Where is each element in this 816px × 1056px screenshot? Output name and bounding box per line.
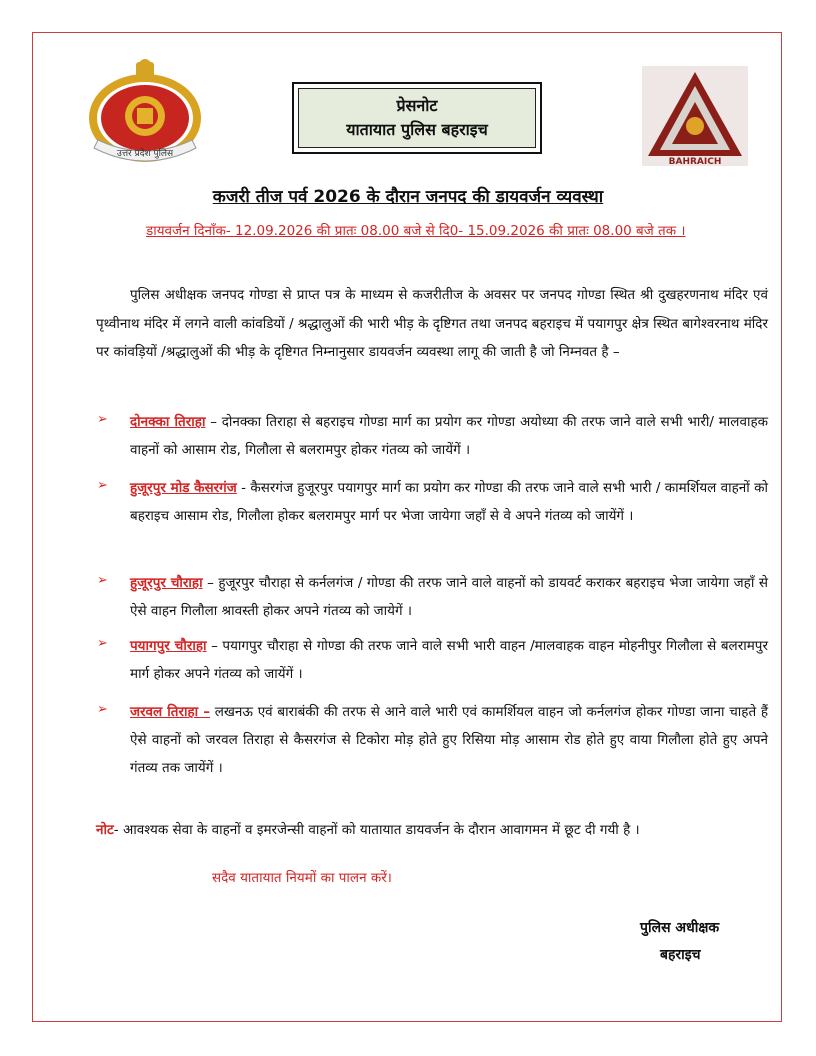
item-location: हुजूरपुर चौराहा bbox=[130, 575, 203, 591]
item-text: – हुजूरपुर चौराहा से कर्नलगंज / गोण्डा की तरफ जाने वाले वाहनों को डायवर्ट कराकर बहराइच भेजा जायेगा जहाँ से ऐसे वाहन गिलौला श्रावस्ती होकर अपने गंतव्य को जायेगें । bbox=[130, 575, 768, 619]
bullet-arrow-icon: ➢ bbox=[97, 412, 108, 427]
item-location: जरवल तिराहा – bbox=[130, 704, 211, 720]
up-police-emblem-icon bbox=[80, 56, 210, 166]
item-text: - कैसरगंज हुजूरपुर पयागपुर मार्ग का प्रयोग कर गोण्डा की तरफ जाने वाले सभी भारी / कामर्शियल वाहनों को बहराइच आसाम रोड, गिलौला होकर बलरामपुर मार्ग पर भेजा जायेगा जहाँ से वे अपने गंतव्य को जायेंगें । bbox=[130, 480, 768, 524]
intro-paragraph: पुलिस अधीक्षक जनपद गोण्डा से प्राप्त पत्र के माध्यम से कजरीतीज के अवसर पर जनपद गोण्डा स्थित श्री दुखहरणनाथ मंदिर एवं पृथ्वीनाथ मंदिर में लगने वाली कांवडियों / श्रद्धालुओं की भारी भीड़ के दृष्टिगत तथा जनपद बहराइच में पयागपुर क्षेत्र स्थित बागेश्वरनाथ मंदिर पर कांवड़ियों /श्रद्धालुओं की भीड़ के दृष्टिगत निम्नानुसार डायवर्जन व्यवस्था लागू की जाती है जो निम्नवत है – bbox=[96, 287, 768, 360]
note bbox=[96, 818, 768, 842]
list-item bbox=[130, 569, 768, 625]
bullet-arrow-icon: ➢ bbox=[97, 702, 108, 717]
item-location: दोनक्का तिराहा bbox=[130, 414, 206, 430]
traffic-police-logo-icon bbox=[642, 66, 748, 166]
bullet-arrow-icon: ➢ bbox=[97, 573, 108, 588]
svg-text:उत्तर प्रदेश पुलिस: उत्तर प्रदेश पुलिस bbox=[116, 149, 174, 159]
list-item bbox=[130, 408, 768, 464]
item-location: हुजूरपुर मोड कैसरगंज bbox=[130, 480, 237, 496]
signature-block bbox=[640, 915, 800, 969]
list-item bbox=[130, 474, 768, 530]
item-text: लखनऊ एवं बाराबंकी की तरफ से आने वाले भारी एवं कामर्शियल वाहन जो कर्नलगंज होकर गोण्डा जाना चाहते हैं ऐसे वाहनों को जरवल तिराहा से कैसरगंज से टिकोरा मोड़ होते हुए रिसिया मोड़ आसाम रोड होते हुए वाया गिलौला होते हुए अपने गंतव्य तक जायेंगें । bbox=[130, 704, 768, 776]
signature-place: बहराइच bbox=[660, 947, 701, 963]
item-location: पयागपुर चौराहा bbox=[130, 638, 207, 654]
document-heading: कजरी तीज पर्व 2026 के दौरान जनपद की डायवर्जन व्यवस्था bbox=[212, 187, 604, 207]
list-item bbox=[130, 698, 768, 782]
note-label: नोट bbox=[96, 822, 114, 838]
department-title: यातायात पुलिस बहराइच bbox=[346, 120, 488, 139]
note-text: - आवश्यक सेवा के वाहनों व इमरजेन्सी वाहनों को यातायात डायवर्जन के दौरान आवागमन में छूट दी गयी है । bbox=[113, 822, 640, 838]
press-note-title-box bbox=[292, 82, 542, 154]
press-note-title: प्रेसनोट bbox=[396, 96, 438, 115]
svg-text:BAHRAICH: BAHRAICH bbox=[668, 157, 722, 166]
traffic-slogan: सदैव यातायात नियमों का पालन करें। bbox=[212, 870, 392, 886]
item-text: – दोनक्का तिराहा से बहराइच गोण्डा मार्ग का प्रयोग कर गोण्डा अयोध्या की तरफ जाने वाले सभी भारी/ मालवाहक वाहनों को आसाम रोड, गिलौला से बलरामपुर होकर गंतव्य को जायेंगें । bbox=[130, 414, 768, 458]
list-item bbox=[130, 632, 768, 688]
item-text: – पयागपुर चौराहा से गोण्डा की तरफ जाने वाले सभी भारी वाहन /मालवाहक वाहन मोहनीपुर गिलौला से बलरामपुर मार्ग होकर अपने गंतव्य को जायेंगें । bbox=[130, 638, 768, 682]
signature-title: पुलिस अधीक्षक bbox=[640, 920, 720, 936]
bullet-arrow-icon: ➢ bbox=[97, 478, 108, 493]
diversion-date: डायवर्जन दिनाँक- 12.09.2026 की प्रातः 08.00 बजे से दि0- 15.09.2026 की प्रातः 08.00 बजे तक । bbox=[146, 223, 686, 239]
bullet-arrow-icon: ➢ bbox=[97, 636, 108, 651]
